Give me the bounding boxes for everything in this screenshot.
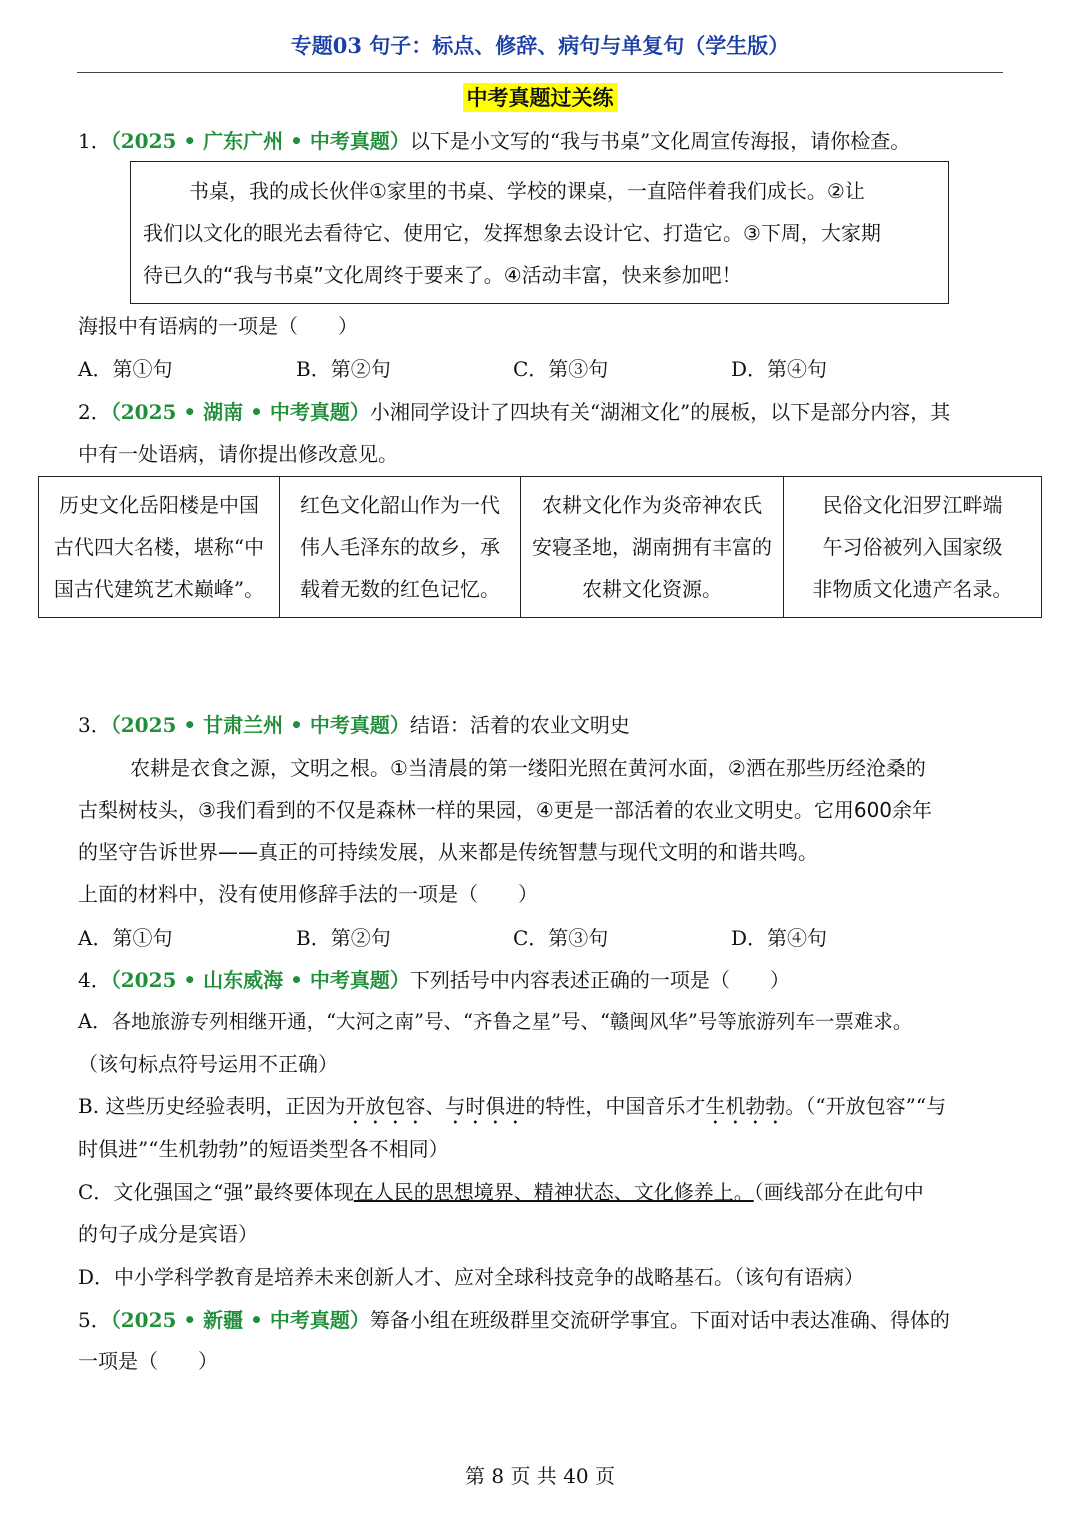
q2-board-farming (521, 477, 784, 618)
q2-board-history (39, 477, 280, 618)
q4-option-b[interactable] (78, 1085, 1006, 1129)
q1-option-c[interactable]: C．第③句 (513, 357, 609, 381)
q5-stem-line2: 一项是（ ） (78, 1349, 218, 1373)
q5-number: 5． (78, 1308, 111, 1332)
q4-option-c[interactable] (78, 1171, 1006, 1213)
q4-b-emphasis-2: 与时俱进 (445, 1094, 526, 1118)
q3-stem (78, 704, 1006, 746)
q4-option-a-note: （该句标点符号运用不正确） (78, 1052, 338, 1076)
q3-option-d[interactable]: D．第④句 (731, 926, 828, 950)
q2-cell-line: 农耕文化作为炎帝神农氏 (542, 493, 762, 517)
q3-option-a[interactable]: A．第①句 (78, 926, 173, 950)
q1-source: （2025 • 广东广州 • 中考真题） (110, 129, 410, 153)
q1-option-a[interactable]: A．第①句 (78, 357, 173, 381)
q2-board-folk (784, 477, 1042, 618)
q2-stem-line2: 中有一处语病，请你提出修改意见。 (78, 442, 398, 466)
q3-passage-line: 古梨树枝头，③我们看到的不仅是森林一样的果园，④更是一部活着的农业文明史。它用600余年 (78, 798, 933, 822)
q4-c-text: C．文化强国之“强”最终要体现 (78, 1180, 354, 1204)
q1-poster-box (130, 161, 949, 304)
q4-b-emphasis-3: 生机勃勃 (705, 1094, 786, 1118)
q4-option-c-line2: 的句子成分是宾语） (78, 1222, 258, 1246)
q5-source: （2025 • 新疆 • 中考真题） (110, 1308, 370, 1332)
q3-passage-line: 农耕是衣食之源，文明之根。①当清晨的第一缕阳光照在黄河水面，②洒在那些历经沧桑的 (130, 756, 926, 780)
q3-option-c[interactable]: C．第③句 (513, 926, 609, 950)
q4-b-text: B. 这些历史经验表明，正因为 (78, 1094, 346, 1118)
q3-source: （2025 • 甘肃兰州 • 中考真题） (110, 713, 410, 737)
q2-cell-line: 农耕文化资源。 (582, 577, 722, 601)
q4-number: 4． (78, 968, 111, 992)
q2-cell-line: 民俗文化汨罗江畔端 (822, 493, 1003, 517)
q3-passage-line: 的坚守告诉世界——真正的可持续发展，从来都是传统智慧与现代文明的和谐共鸣。 (78, 840, 818, 864)
q4-b-emphasis-1: 开放包容 (345, 1094, 426, 1118)
q1-option-b[interactable]: B．第②句 (296, 357, 391, 381)
q4-option-b-line2: 时俱进”“生机勃勃”的短语类型各不相同） (78, 1137, 449, 1161)
q2-board-red (280, 477, 521, 618)
q1-poster-line: 待已久的“我与书桌”文化周终于要来了。④活动丰富，快来参加吧！ (143, 263, 742, 287)
section-title-text: 中考真题过关练 (463, 83, 618, 112)
q1-stem-text: 以下是小文写的“我与书桌”文化周宣传海报，请你检查。 (409, 129, 911, 153)
q2-cell-line: 历史文化岳阳楼是中国 (59, 493, 259, 517)
q2-cell-line: 安寝圣地，湖南拥有丰富的 (532, 535, 772, 559)
q4-source: （2025 • 山东威海 • 中考真题） (110, 968, 410, 992)
q2-cell-line: 国古代建筑艺术巅峰”。 (53, 577, 265, 601)
q4-option-d[interactable]: D．中小学科学教育是培养未来创新人才、应对全球科技竞争的战略基石。（该句有语病） (78, 1265, 865, 1289)
q1-question: 海报中有语病的一项是（ ） (78, 314, 358, 338)
q2-cell-line: 载着无数的红色记忆。 (300, 577, 500, 601)
q1-poster-line: 我们以文化的眼光去看待它、使用它，发挥想象去设计它、打造它。③下周，大家期 (143, 221, 881, 245)
q4-stem-text: 下列括号中内容表述正确的一项是（ ） (409, 968, 790, 992)
q4-stem (78, 959, 1006, 1001)
page-footer: 第 8 页 共 40 页 (465, 1464, 615, 1488)
q1-option-d[interactable]: D．第④句 (731, 357, 828, 381)
q2-stem-text: 小湘同学设计了四块有关“湖湘文化”的展板，以下是部分内容，其 (369, 400, 951, 424)
header-divider (77, 72, 1003, 73)
q2-cell-line: 伟人毛泽东的故乡，承 (300, 535, 500, 559)
q2-source: （2025 • 湖南 • 中考真题） (110, 400, 370, 424)
q2-cell-line: 红色文化韶山作为一代 (300, 493, 500, 517)
q1-stem (78, 120, 1006, 162)
q1-number: 1． (78, 129, 111, 153)
q5-stem-text: 筹备小组在班级群里交流研学事宜。下面对话中表达准确、得体的 (369, 1308, 950, 1332)
q2-cell-line: 古代四大名楼，堪称“中 (53, 535, 265, 559)
q4-option-a[interactable]: A．各地旅游专列相继开通，“大河之南”号、“齐鲁之星”号、“赣闽风华”号等旅游列车一票难求。 (78, 1010, 913, 1033)
q1-poster-line: 书桌，我的成长伙伴①家里的书桌、学校的课桌，一直陪伴着我们成长。②让 (189, 179, 865, 203)
q2-cell-line: 非物质文化遗产名录。 (812, 577, 1013, 601)
page-header-title: 专题03 句子：标点、修辞、病句与单复句（学生版） (290, 33, 790, 58)
q3-number: 3． (78, 713, 111, 737)
q2-cell-line: 午习俗被列入国家级 (822, 535, 1003, 559)
section-title (0, 82, 1080, 112)
q4-b-text: 、 (425, 1094, 446, 1118)
q2-number: 2． (78, 400, 111, 424)
q3-option-b[interactable]: B．第②句 (296, 926, 391, 950)
q3-question: 上面的材料中，没有使用修辞手法的一项是（ ） (78, 882, 538, 906)
q4-b-text: 。（“开放包容”“与 (785, 1094, 947, 1118)
q2-stem (78, 391, 1006, 433)
q4-c-text: （画线部分在此句中 (753, 1180, 924, 1204)
q5-stem (78, 1299, 1006, 1341)
q3-stem-text: 结语：活着的农业文明史 (409, 713, 630, 737)
q4-b-text: 的特性，中国音乐才 (525, 1094, 706, 1118)
q2-display-board-table (38, 476, 1042, 618)
q4-c-underlined: 在人民的思想境界、精神状态、文化修养上。 (353, 1180, 754, 1204)
